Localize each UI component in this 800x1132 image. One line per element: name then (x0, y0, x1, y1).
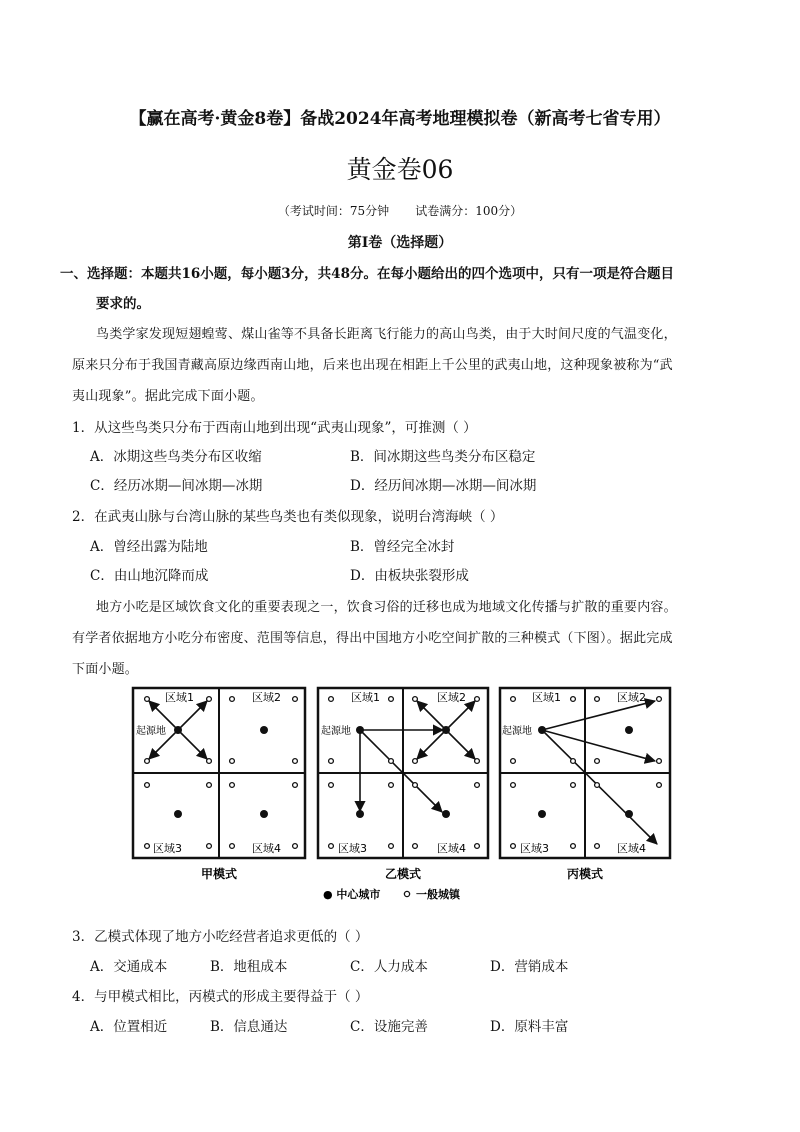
panel-bing-region1: 区域1 (532, 691, 561, 704)
town-dot (571, 697, 576, 702)
panel-yi-origin-label: 起源地 (321, 726, 351, 737)
panel-bing-arrow (542, 701, 655, 730)
panel-bing-region4: 区域4 (617, 842, 646, 855)
exam-time: （考试时间：75分钟 (277, 204, 390, 218)
panel-yi-label: 乙模式 (384, 867, 422, 881)
town-dot (511, 783, 516, 788)
town-dot (230, 844, 235, 849)
town-dot (293, 844, 298, 849)
q1-stem: 1．从这些鸟类只分布于西南山地到出现“武夷山现象”，可推测（ ） (72, 420, 477, 436)
town-dot (207, 844, 212, 849)
town-dot (145, 697, 150, 702)
town-dot (329, 697, 334, 702)
panel-yi-arrow (446, 701, 475, 730)
q3-option-b: B．地租成本 (210, 959, 288, 975)
town-dot (475, 783, 480, 788)
q4-option-a: A．位置相近 (90, 1019, 168, 1035)
diagram-legend (323, 887, 461, 901)
town-dot (571, 759, 576, 764)
center-city-dot (442, 810, 450, 818)
exam-header: 【赢在高考·黄金8卷】备战2024年高考地理模拟卷（新高考七省专用） (129, 109, 671, 129)
center-city-dot (538, 726, 546, 734)
center-city-dot (442, 726, 450, 734)
panel-jia-arrow (178, 701, 207, 730)
passage2-line3: 下面小题。 (72, 662, 139, 677)
passage1-line3: 夷山现象”。据此完成下面小题。 (72, 389, 264, 404)
town-dot (413, 759, 418, 764)
center-city-dot (538, 810, 546, 818)
town-dot (389, 844, 394, 849)
q4-option-d: D．原料丰富 (490, 1019, 569, 1035)
town-dot (145, 844, 150, 849)
town-dot (571, 783, 576, 788)
paper-title: 黄金卷06 (346, 155, 454, 184)
town-dot (145, 759, 150, 764)
q3-option-c: C．人力成本 (350, 959, 428, 975)
town-dot (293, 759, 298, 764)
q1-option-c: C．经历冰期—间冰期—冰期 (90, 478, 263, 494)
town-dot (511, 697, 516, 702)
panel-bing-region2: 区域2 (617, 691, 646, 704)
passage1-line1: 鸟类学家发现短翅蝗莺、煤山雀等不具备长距离飞行能力的高山鸟类，由于大时间尺度的气温变化， (96, 327, 677, 342)
q2-stem: 2．在武夷山脉与台湾山脉的某些鸟类也有类似现象，说明台湾海峡（ ） (72, 509, 504, 525)
town-dot (413, 783, 418, 788)
panel-bing-arrow (542, 730, 657, 844)
exam-meta (0, 202, 800, 219)
center-city-dot (174, 726, 182, 734)
panel-yi-arrow (360, 730, 442, 812)
town-dot (230, 759, 235, 764)
town-dot (413, 844, 418, 849)
q3-option-d: D．营销成本 (490, 959, 569, 975)
center-city-dot (260, 810, 268, 818)
town-dot (413, 697, 418, 702)
section-instructions: 一、选择题：本题共16小题，每小题3分，共48分。在每小题给出的四个选项中，只有一项是符合题目 (60, 266, 674, 282)
center-city-dot (625, 726, 633, 734)
legend-town-symbol (404, 891, 409, 896)
q1-option-a: A．冰期这些鸟类分布区收缩 (90, 449, 262, 465)
q4-stem: 4．与甲模式相比，丙模式的形成主要得益于（ ） (72, 989, 369, 1005)
q1-option-d: D．经历间冰期—冰期—间冰期 (350, 478, 537, 494)
town-dot (207, 697, 212, 702)
part-title: 第Ⅰ卷（选择题） (347, 235, 453, 251)
panel-bing-region3: 区域3 (520, 842, 549, 855)
panel-jia-region4: 区域4 (252, 842, 281, 855)
town-dot (595, 783, 600, 788)
town-dot (207, 759, 212, 764)
q2-option-b: B．曾经完全冰封 (350, 539, 455, 555)
town-dot (595, 697, 600, 702)
town-dot (230, 783, 235, 788)
town-dot (293, 697, 298, 702)
town-dot (329, 759, 334, 764)
town-dot (657, 783, 662, 788)
town-dot (511, 844, 516, 849)
exam-score: 试卷满分：100分） (415, 204, 523, 218)
diffusion-diagram (0, 680, 800, 910)
town-dot (475, 759, 480, 764)
passage2-line2: 有学者依据地方小吃分布密度、范围等信息，得出中国地方小吃空间扩散的三种模式（下图）。据此完成 (72, 631, 673, 646)
legend-town: 一般城镇 (416, 888, 460, 901)
town-dot (595, 844, 600, 849)
panel-bing-arrow (542, 730, 655, 761)
q3-option-a: A．交通成本 (90, 959, 168, 975)
town-dot (230, 697, 235, 702)
town-dot (475, 697, 480, 702)
panel-jia-arrow (178, 730, 207, 759)
q3-stem: 3．乙模式体现了地方小吃经营者追求更低的（ ） (72, 929, 369, 945)
town-dot (145, 783, 150, 788)
center-city-dot (625, 810, 633, 818)
town-dot (329, 783, 334, 788)
town-dot (207, 783, 212, 788)
panel-jia-region1: 区域1 (165, 691, 194, 704)
town-dot (329, 844, 334, 849)
center-city-dot (174, 810, 182, 818)
q2-option-d: D．由板块张裂形成 (350, 568, 469, 584)
panel-bing-label: 丙模式 (566, 867, 604, 881)
panel-yi-region2: 区域2 (437, 691, 466, 704)
panel-jia-region3: 区域3 (153, 842, 182, 855)
town-dot (657, 697, 662, 702)
passage2-line1: 地方小吃是区域饮食文化的重要表现之一，饮食习俗的迁移也成为地域文化传播与扩散的重要内容。 (96, 600, 677, 615)
town-dot (595, 759, 600, 764)
panel-bing (500, 688, 670, 881)
panel-yi-arrow (417, 701, 446, 730)
panel-yi-arrow (446, 730, 475, 759)
town-dot (571, 844, 576, 849)
passage1-line2: 原来只分布于我国青藏高原边缘西南山地，后来也出现在相距上千公里的武夷山地，这种现象被称为“武 (72, 358, 673, 373)
panel-yi-region3: 区域3 (338, 842, 367, 855)
town-dot (475, 844, 480, 849)
panel-yi-region1: 区域1 (351, 691, 380, 704)
center-city-dot (260, 726, 268, 734)
panel-jia-label: 甲模式 (200, 867, 238, 881)
panel-yi-region4: 区域4 (437, 842, 466, 855)
town-dot (511, 759, 516, 764)
center-city-dot (356, 810, 364, 818)
section-instructions-cont: 要求的。 (96, 296, 150, 312)
q4-option-c: C．设施完善 (350, 1019, 428, 1035)
panel-bing-origin-label: 起源地 (502, 726, 532, 737)
q4-option-b: B．信息通达 (210, 1019, 288, 1035)
q2-option-c: C．由山地沉降而成 (90, 568, 209, 584)
town-dot (389, 697, 394, 702)
town-dot (657, 759, 662, 764)
center-city-dot (356, 726, 364, 734)
town-dot (389, 759, 394, 764)
panel-jia-region2: 区域2 (252, 691, 281, 704)
q2-option-a: A．曾经出露为陆地 (90, 539, 208, 555)
panel-jia (133, 688, 305, 881)
town-dot (389, 783, 394, 788)
town-dot (293, 783, 298, 788)
legend-center-city: ● 中心城市 (323, 888, 381, 901)
panel-jia-origin-label: 起源地 (136, 726, 166, 737)
panel-yi-arrow (417, 730, 446, 759)
panel-yi (318, 688, 488, 881)
q1-option-b: B．间冰期这些鸟类分布区稳定 (350, 449, 536, 465)
